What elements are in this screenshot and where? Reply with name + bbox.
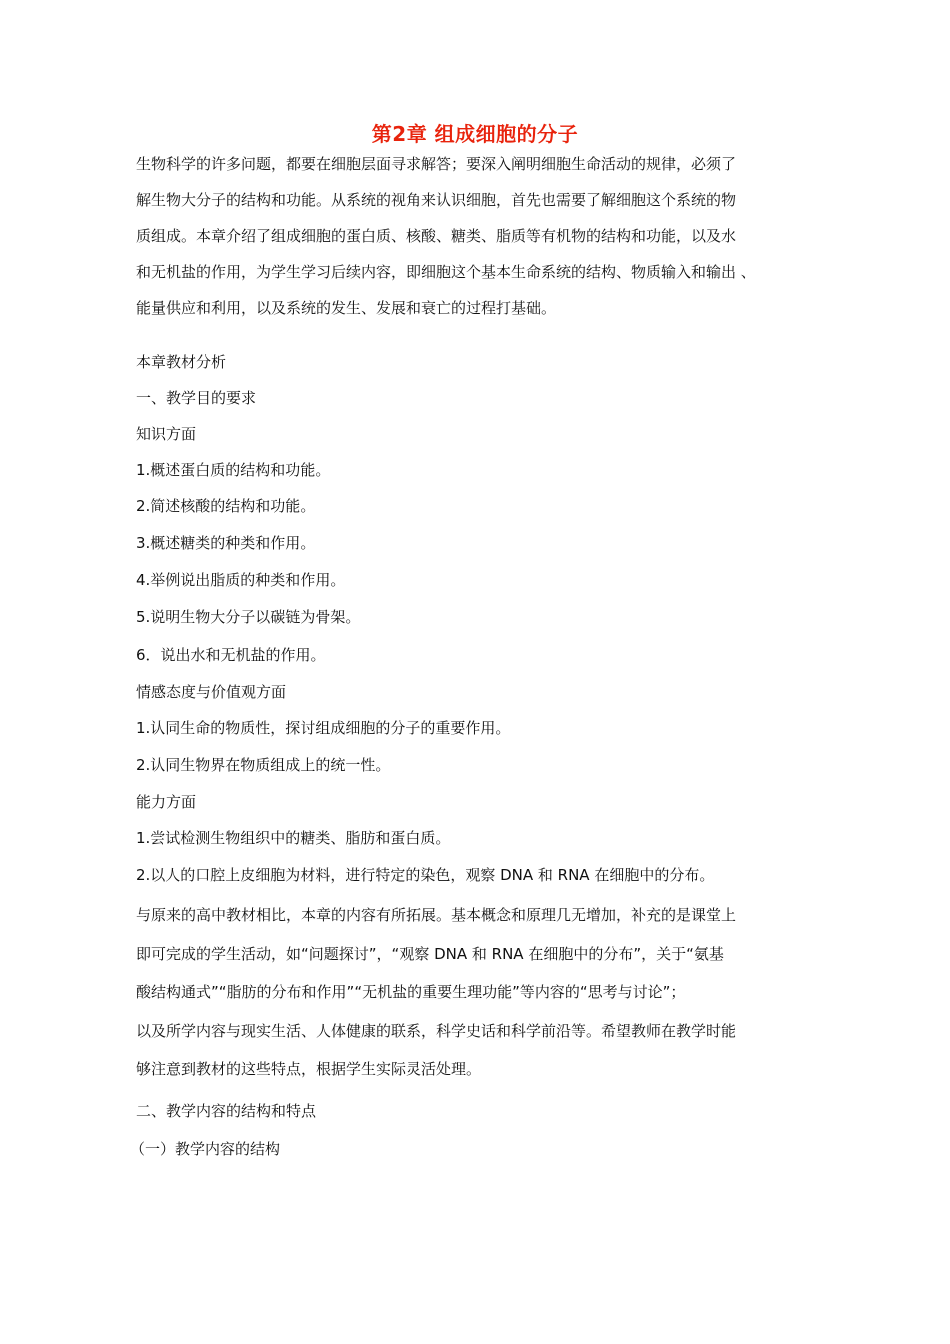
comparison-paragraph bbox=[136, 896, 824, 1089]
intro-line: 解生物大分子的结构和功能。从系统的视角来认识细胞，首先也需要了解细胞这个系统的物 bbox=[136, 191, 737, 209]
ability-heading: 能力方面 bbox=[136, 793, 197, 811]
knowledge-heading: 知识方面 bbox=[136, 425, 197, 443]
intro-line: 生物科学的许多问题，都要在细胞层面寻求解答；要深入阐明细胞生命活动的规律，必须了 bbox=[136, 155, 737, 173]
intro-line: 质组成。本章介绍了组成细胞的蛋白质、核酸、糖类、脂质等有机物的结构和功能，以及水 bbox=[136, 227, 737, 245]
intro-line: 和无机盐的作用，为学生学习后续内容，即细胞这个基本生命系统的结构、物质输入和输出 、 bbox=[136, 263, 756, 281]
knowledge-item: 4.举例说出脂质的种类和作用。 bbox=[136, 571, 346, 589]
heading-teaching-objectives: 一、教学目的要求 bbox=[136, 389, 257, 407]
comparison-line: 够注意到教材的这些特点，根据学生实际灵活处理。 bbox=[136, 1060, 482, 1078]
chapter-title: 第2章 组成细胞的分子 bbox=[371, 122, 579, 146]
intro-paragraph bbox=[136, 146, 824, 326]
emotion-item: 2.认同生物界在物质组成上的统一性。 bbox=[136, 756, 391, 774]
subheading-content-structure: （一）教学内容的结构 bbox=[130, 1140, 281, 1158]
ability-item: 1.尝试检测生物组织中的糖类、脂肪和蛋白质。 bbox=[136, 829, 451, 847]
comparison-line: 酸结构通式”“脂肪的分布和作用”“无机盐的重要生理功能”等内容的“思考与讨论”； bbox=[136, 983, 686, 1001]
knowledge-item: 1.概述蛋白质的结构和功能。 bbox=[136, 461, 331, 479]
emotion-heading: 情感态度与价值观方面 bbox=[136, 683, 287, 701]
ability-item: 2.以人的口腔上皮细胞为材料，进行特定的染色，观察 DNA 和 RNA 在细胞中的分布。 bbox=[136, 866, 715, 884]
knowledge-item: 2.简述核酸的结构和功能。 bbox=[136, 497, 316, 515]
knowledge-item: 5.说明生物大分子以碳链为骨架。 bbox=[136, 608, 361, 626]
comparison-line: 与原来的高中教材相比，本章的内容有所拓展。基本概念和原理几无增加，补充的是课堂上 bbox=[136, 906, 737, 924]
comparison-line: 即可完成的学生活动，如“问题探讨”，“观察 DNA 和 RNA 在细胞中的分布”，关于“氨基 bbox=[136, 944, 724, 963]
intro-line: 能量供应和利用，以及系统的发生、发展和衰亡的过程打基础。 bbox=[136, 299, 557, 317]
knowledge-item: 6．说出水和无机盐的作用。 bbox=[136, 646, 326, 664]
section-analysis-heading: 本章教材分析 bbox=[136, 353, 227, 371]
heading-content-structure: 二、教学内容的结构和特点 bbox=[136, 1102, 317, 1120]
emotion-item: 1.认同生命的物质性，探讨组成细胞的分子的重要作用。 bbox=[136, 719, 511, 737]
comparison-line: 以及所学内容与现实生活、人体健康的联系，科学史话和科学前沿等。希望教师在教学时能 bbox=[136, 1021, 737, 1040]
knowledge-item: 3.概述糖类的种类和作用。 bbox=[136, 534, 316, 552]
